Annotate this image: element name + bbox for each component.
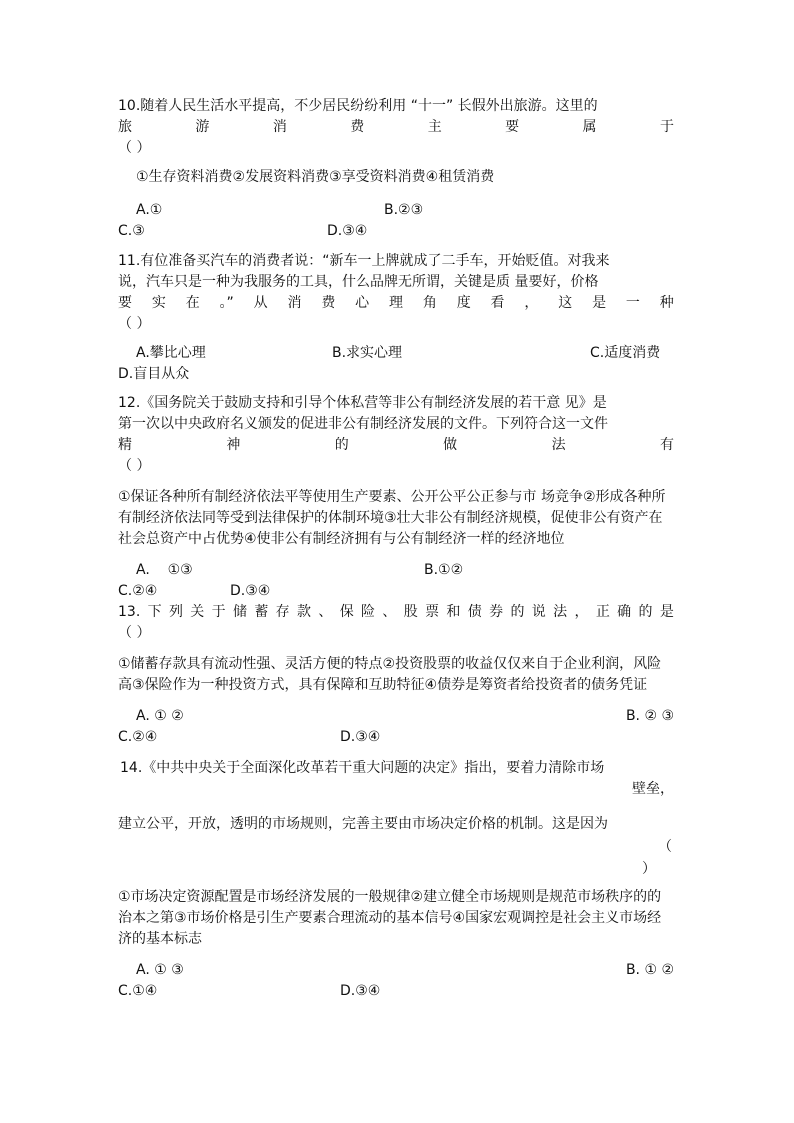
stem-char: 于 [659,119,674,135]
answer-parentheses: （ ） [118,316,151,332]
stem-char: 要 [118,295,132,311]
option-a[interactable]: A. ① ② [136,708,184,724]
stem-char: 消 [287,295,302,311]
question-12-stem-spread [118,435,674,456]
stem-char: 游 [195,119,210,135]
stem-char: 列 [168,604,183,620]
stem-char: 保 [339,604,354,620]
question-13-stem-spread [118,602,674,623]
question-11-stem-spread [118,293,674,314]
option-d[interactable]: D.盲目从众 [118,366,190,382]
stem-char: 心 [355,295,370,311]
option-c[interactable]: C.③ [118,223,145,239]
answer-paren-open: （ [658,839,672,855]
stem-char: 确 [617,604,632,620]
question-12-options [118,560,674,602]
stem-char: 蓄 [254,604,269,620]
question-14 [118,758,674,1002]
option-a[interactable]: A.攀比心理 [136,345,206,361]
stem-char: 的 [334,437,349,453]
question-10-stem-spread [118,117,674,138]
stem-char: 从 [253,295,268,311]
answer-parentheses: （ ） [118,458,151,474]
stem-char: 。” [219,295,234,311]
answer-paren-close: ） [642,861,656,877]
option-c[interactable]: C.②④ [118,729,158,745]
stem-char: 度 [456,295,471,311]
stem-char: 看 [490,295,505,311]
option-b[interactable]: B. ① ② [625,962,674,978]
stem-char: 、 [318,604,333,620]
stem-char: 做 [443,437,458,453]
option-b[interactable]: B.②③ [384,202,424,218]
question-12-statements: ①保证各种所有制经济依法平等使用生产要素、公开公平公正参与市 场竞争②形成各种所有制经济依法同等受到法律保护的体制环境③壮大非公有制经济规模，促使非公有资产在社会总资产中占优势④使非公有制经济拥有与公有制经济一样的经济地位 [118,489,666,547]
stem-char: 是 [659,604,674,620]
option-b[interactable]: B. ② ③ [625,708,674,724]
question-14-options [118,960,674,1002]
option-d[interactable]: D.③④ [327,223,368,239]
option-c[interactable]: C.①④ [118,983,158,999]
stem-char: 券 [489,604,504,620]
stem-char: 和 [446,604,461,620]
stem-char: 、 [382,604,397,620]
stem-char: 下 [147,604,162,620]
stem-char: 角 [422,295,437,311]
question-11-stem-line-2: 说，汽车只是一种为我服务的工具，什么品牌无所谓，关键是质 量要好，价格 [118,274,599,290]
exam-page [118,96,674,1002]
answer-parentheses: （ ） [118,625,151,641]
option-c[interactable]: C.②④ [118,583,158,599]
option-b[interactable]: B.①② [424,562,464,578]
option-d[interactable]: D.③④ [340,983,381,999]
stem-char: 消 [272,119,287,135]
question-10-statements: ①生存资料消费②发展资料消费③享受资料消费④租赁消费 [136,169,495,185]
question-11 [118,251,674,385]
question-11-stem-line-1: 11.有位准备买汽车的消费者说：“新车一上牌就成了二手车，开始贬值。对我来 [118,253,610,269]
option-d[interactable]: D.③④ [340,729,381,745]
stem-char: 费 [321,295,336,311]
stem-char: ， [574,604,589,620]
option-d[interactable]: D.③④ [230,583,271,599]
stem-char: 精 [118,437,132,453]
option-c[interactable]: C.适度消费 [590,345,661,361]
stem-char: 险 [361,604,376,620]
stem-char: 13. [118,604,141,620]
stem-char: 于 [211,604,226,620]
stem-char: 理 [389,295,404,311]
stem-char: 款 [297,604,312,620]
stem-char: 的 [510,604,525,620]
stem-char: 种 [659,295,674,311]
question-10 [118,96,674,242]
stem-char: 法 [553,604,568,620]
stem-char: ， [524,295,539,311]
stem-char: 关 [190,604,205,620]
stem-char: 费 [350,119,365,135]
question-12-stem-line-2: 第一次以中央政府名义颁发的促进非公有制经济发展的文件。下列符合这一文件 [118,416,608,432]
stem-char: 法 [551,437,566,453]
stem-char: 实 [151,295,166,311]
option-b[interactable]: B.求实心理 [332,345,403,361]
stem-char: 存 [275,604,290,620]
answer-parentheses: （ ） [118,140,151,156]
stem-char: 票 [425,604,440,620]
question-11-options [118,343,674,385]
stem-char: 有 [659,437,674,453]
stem-char: 神 [226,437,241,453]
question-12 [118,393,674,602]
question-14-stem-continued: 壁垒， [632,781,674,797]
stem-char: 正 [595,604,610,620]
question-14-stem-line-1: 14.《中共中央关于全面深化改革若干重大问题的决定》指出，要着力清除市场 [120,760,605,776]
question-13-statements: ①储蓄存款具有流动性强、灵活方便的特点②投资股票的收益仅仅来自于企业利润，风险高③保险作为一种投资方式，具有保障和互助特征④债券是筹资者给投资者的债务凭证 [118,656,662,693]
question-14-statements: ①市场决定资源配置是市场经济发展的一般规律②建立健全市场规则是规范市场秩序的的治本之第③市场价格是引生产要素合理流动的基本信号④国家宏观调控是社会主义市场经济的基本标志 [118,889,662,947]
option-a[interactable]: A. ①③ [136,562,193,578]
question-13-options [118,706,674,748]
stem-char: 股 [403,604,418,620]
stem-char: 债 [467,604,482,620]
stem-char: 储 [232,604,247,620]
question-10-stem: 10.随着人民生活水平提高，不少居民纷纷利用 “十一” 长假外出旅游。这里的 [118,98,598,114]
option-a[interactable]: A. ① ③ [136,962,184,978]
stem-char: 要 [505,119,520,135]
stem-char: 这 [558,295,573,311]
stem-char: 主 [427,119,442,135]
option-a[interactable]: A.① [136,202,163,218]
stem-char: 属 [582,119,597,135]
question-13 [118,602,674,748]
stem-char: 说 [531,604,546,620]
question-14-stem-line-2: 建立公平，开放，透明的市场规则，完善主要由市场决定价格的机制。这是因为 [118,816,608,832]
stem-char: 的 [638,604,653,620]
question-12-stem-line-1: 12.《国务院关于鼓励支持和引导个体私营等非公有制经济发展的若干意 见》是 [118,395,607,411]
question-10-options [118,200,674,242]
stem-char: 在 [185,295,200,311]
stem-char: 旅 [118,119,132,135]
stem-char: 是 [592,295,607,311]
stem-char: 一 [625,295,640,311]
